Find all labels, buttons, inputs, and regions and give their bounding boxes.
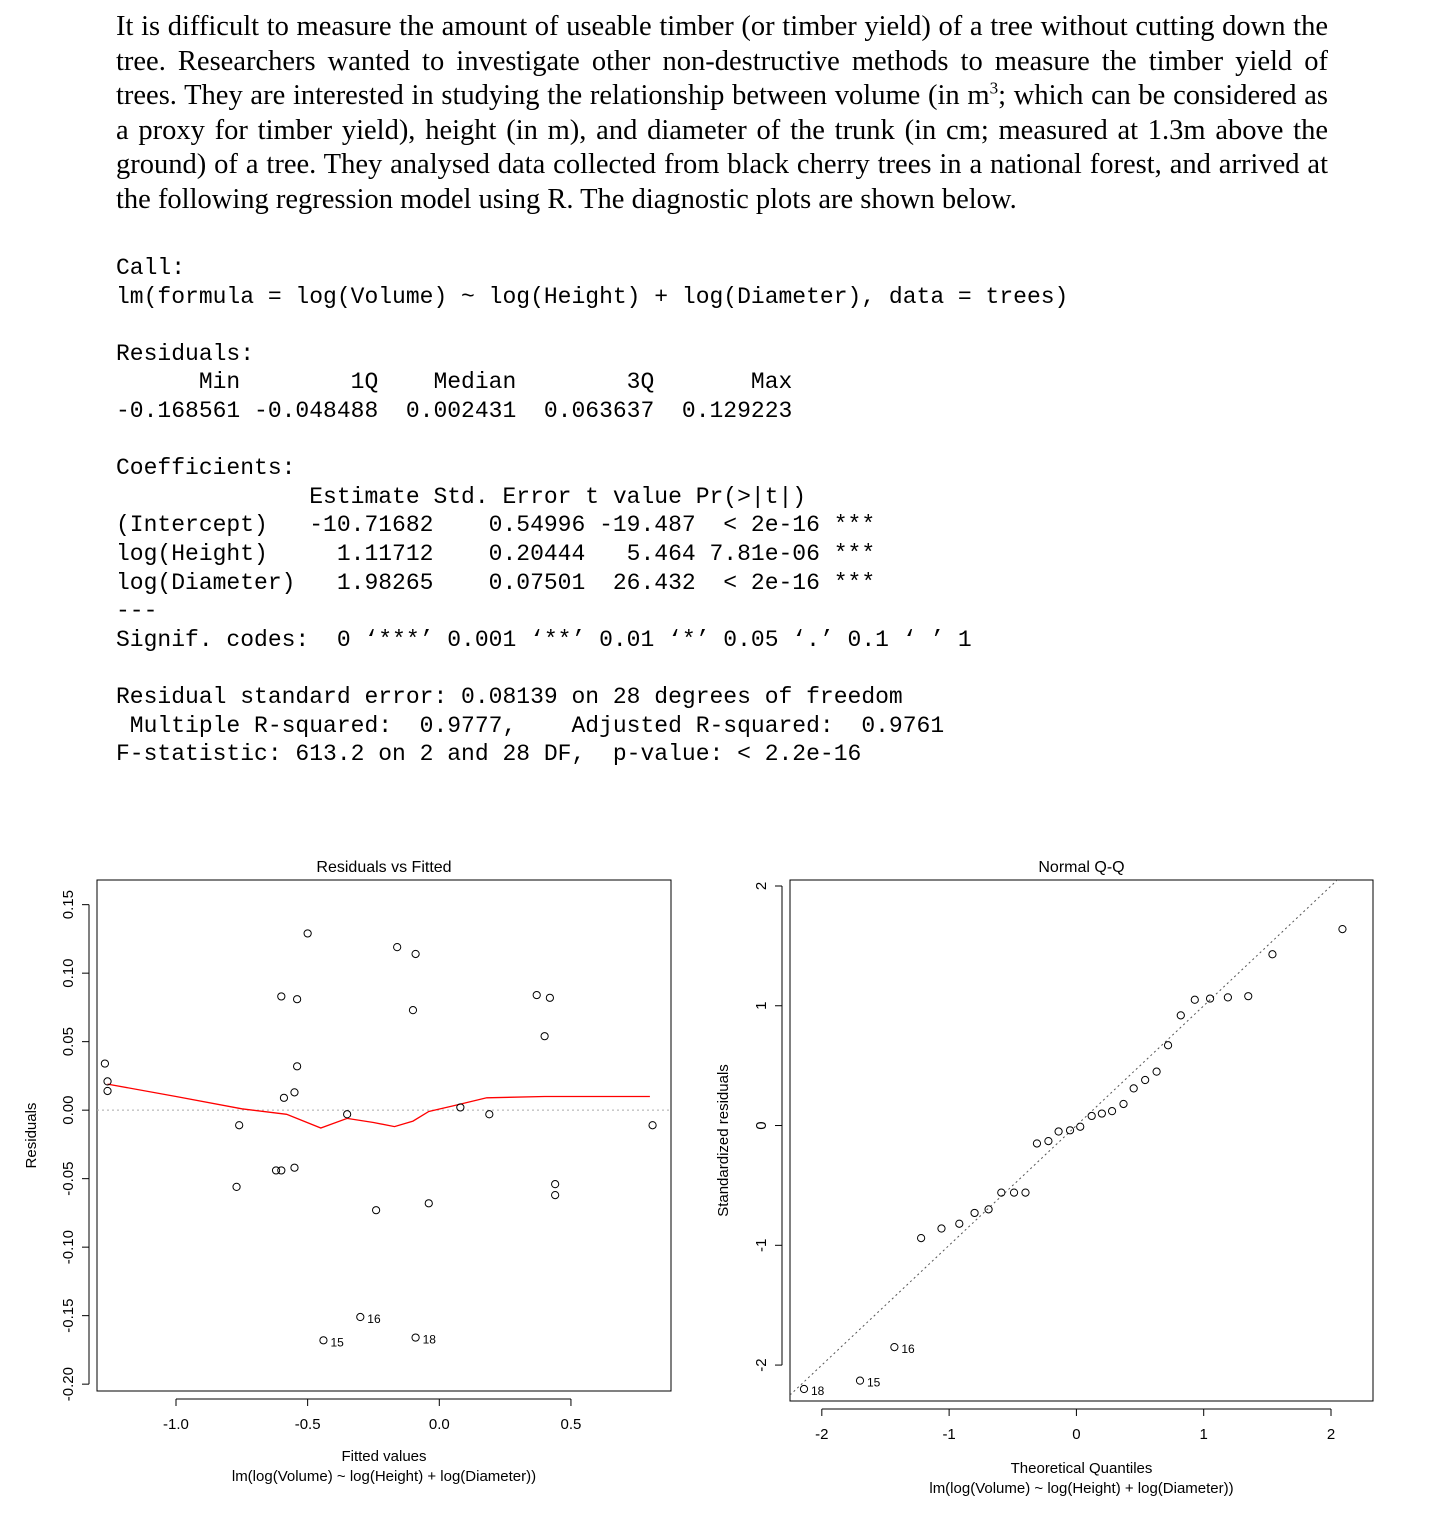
data-point: [233, 1183, 240, 1190]
y-tick-label: -0.15: [60, 1298, 77, 1333]
point-label: 18: [422, 1332, 436, 1347]
signif-codes: Signif. codes: 0 ‘***’ 0.001 ‘**’ 0.01 ‘*’ 0.05 ‘.’ 0.1 ‘ ’ 1: [116, 626, 972, 653]
data-point: [278, 1167, 285, 1174]
point-label: 15: [330, 1335, 344, 1350]
data-point: [344, 1111, 351, 1118]
residuals-vs-fitted-plot: [0, 840, 700, 1520]
data-point: [971, 1209, 978, 1216]
coef-row-diameter: log(Diameter) 1.98265 0.07501 26.432 < 2e-16 ***: [116, 569, 876, 596]
y-axis-label: Residuals: [23, 1102, 40, 1169]
residuals-values: -0.168561 -0.048488 0.002431 0.063637 0.129223: [116, 397, 793, 424]
data-point: [541, 1033, 548, 1040]
x-tick-label: 0.5: [560, 1416, 582, 1433]
call-formula: lm(formula = log(Volume) ~ log(Height) + log(Diameter), data = trees): [116, 283, 1069, 310]
x-tick-label: 0: [1072, 1426, 1081, 1443]
y-tick-label: 0.05: [60, 1027, 77, 1057]
point-label: 18: [811, 1384, 825, 1399]
x-tick-label: 1: [1199, 1426, 1208, 1443]
data-point: [101, 1060, 108, 1067]
data-point: [1191, 996, 1198, 1003]
data-point: [985, 1206, 992, 1213]
plot-frame: [97, 880, 671, 1391]
x-tick-label: -0.5: [294, 1416, 321, 1433]
coefficients-label: Coefficients:: [116, 455, 296, 482]
data-point: [486, 1111, 493, 1118]
data-point: [1177, 1012, 1184, 1019]
data-point: [856, 1377, 863, 1384]
y-tick-label: 0.10: [60, 958, 77, 988]
qq-reference-line: [790, 846, 1373, 1395]
data-point: [425, 1200, 432, 1207]
data-point: [918, 1235, 925, 1242]
y-tick-label: -2: [753, 1358, 770, 1372]
data-point: [294, 1063, 301, 1070]
x-tick-label: 0.0: [428, 1416, 450, 1433]
problem-text-part2: ; which can be considered as a proxy for timber yield), height (in m), and diameter of the trunk (in cm; measured at 1.3m above the ground) of a tree. They analysed data collected from black cherry trees in a national forest, and arrived at the following regression model using R. The diagnostic plots are shown below.: [116, 80, 1328, 215]
x-axis-label: Theoretical Quantiles: [1010, 1460, 1153, 1477]
data-point: [278, 993, 285, 1000]
data-point: [1153, 1068, 1160, 1075]
data-point: [357, 1313, 364, 1320]
data-point: [373, 1207, 380, 1214]
coef-row-intercept: (Intercept) -10.71682 0.54996 -19.487 < 2e-16 ***: [116, 512, 876, 539]
data-point: [998, 1189, 1005, 1196]
y-tick-label: -0.05: [60, 1161, 77, 1196]
data-point: [1055, 1128, 1062, 1135]
separator: ---: [116, 598, 158, 625]
x-tick-label: -1.0: [163, 1416, 189, 1433]
r-squared: Multiple R-squared: 0.9777, Adjusted R-squared: 0.9761: [116, 712, 945, 739]
data-point: [1022, 1189, 1029, 1196]
problem-statement: [116, 10, 1328, 218]
data-point: [956, 1220, 963, 1227]
data-point: [280, 1094, 287, 1101]
coef-row-height: log(Height) 1.11712 0.20444 5.464 7.81e-06 ***: [116, 540, 876, 567]
y-tick-label: -1: [753, 1238, 770, 1252]
data-point: [291, 1089, 298, 1096]
data-point: [800, 1385, 807, 1392]
cubic-superscript: 3: [989, 78, 999, 98]
plot-title: Normal Q-Q: [1038, 859, 1125, 876]
data-point: [412, 950, 419, 957]
data-point: [409, 1007, 416, 1014]
data-point: [552, 1181, 559, 1188]
data-point: [1045, 1137, 1052, 1144]
r-regression-output: [116, 254, 1068, 769]
data-point: [1010, 1189, 1017, 1196]
x-tick-label: -1: [942, 1426, 956, 1443]
data-point: [533, 991, 540, 998]
plot-title: Residuals vs Fitted: [316, 859, 452, 876]
data-point: [320, 1337, 327, 1344]
data-point: [1033, 1140, 1040, 1147]
data-point: [1269, 951, 1276, 958]
data-point: [649, 1122, 656, 1129]
data-point: [1142, 1076, 1149, 1083]
data-point: [394, 944, 401, 951]
data-point: [1098, 1110, 1105, 1117]
data-point: [1224, 994, 1231, 1001]
f-statistic: F-statistic: 613.2 on 2 and 28 DF, p-value: < 2.2e-16: [116, 741, 862, 768]
model-sublabel: lm(log(Volume) ~ log(Height) + log(Diameter)): [929, 1480, 1234, 1497]
data-point: [938, 1225, 945, 1232]
model-sublabel: lm(log(Volume) ~ log(Height) + log(Diameter)): [231, 1468, 537, 1485]
residuals-label: Residuals:: [116, 340, 255, 367]
data-point: [1077, 1123, 1084, 1130]
point-label: 16: [367, 1312, 381, 1327]
x-axis-label: Fitted values: [341, 1448, 427, 1465]
problem-text-part1: It is difficult to measure the amount of useable timber (or timber yield) of a tree without cutting down the tree. Researchers wanted to investigate other non-destructive methods to measure the timber yield of trees. They are interested in studying the relationship between volume (in m: [116, 11, 1328, 112]
x-tick-label: -2: [815, 1426, 829, 1443]
coefficients-header: Estimate Std. Error t value Pr(>|t|): [116, 483, 807, 510]
data-point: [1120, 1100, 1127, 1107]
data-point: [104, 1078, 111, 1085]
data-point: [236, 1122, 243, 1129]
data-point: [294, 996, 301, 1003]
data-point: [104, 1087, 111, 1094]
plot-area: [97, 1084, 671, 1128]
data-point: [1108, 1108, 1115, 1115]
y-tick-label: -0.20: [60, 1367, 77, 1402]
plot-frame: [790, 880, 1373, 1401]
residuals-header: Min 1Q Median 3Q Max: [116, 369, 793, 396]
y-tick-label: -0.10: [60, 1230, 77, 1265]
data-point: [412, 1334, 419, 1341]
data-point: [1339, 926, 1346, 933]
call-label: Call:: [116, 255, 186, 281]
x-tick-label: 2: [1326, 1426, 1336, 1443]
data-point: [552, 1191, 559, 1198]
data-point: [1245, 993, 1252, 1000]
point-label: 16: [901, 1342, 915, 1357]
y-tick-label: 0: [753, 1121, 770, 1130]
y-tick-label: 2: [753, 881, 770, 891]
y-tick-label: 0.15: [60, 890, 77, 920]
data-point: [546, 994, 553, 1001]
data-point: [1206, 995, 1213, 1002]
lowess-smooth-line: [108, 1084, 650, 1128]
data-point: [457, 1104, 464, 1111]
plot-area: [790, 846, 1373, 1395]
data-point: [291, 1164, 298, 1171]
y-axis-label: Standardized residuals: [715, 1064, 732, 1217]
normal-qq-plot: [700, 840, 1434, 1520]
data-point: [1164, 1042, 1171, 1049]
data-point: [891, 1344, 898, 1351]
data-point: [1088, 1112, 1095, 1119]
data-point: [304, 930, 311, 937]
data-point: [1066, 1127, 1073, 1134]
residual-standard-error: Residual standard error: 0.08139 on 28 degrees of freedom: [116, 683, 903, 710]
y-tick-label: 0.00: [60, 1095, 77, 1125]
data-point: [1130, 1085, 1137, 1092]
y-tick-label: 1: [753, 1001, 770, 1010]
point-label: 15: [867, 1375, 881, 1390]
